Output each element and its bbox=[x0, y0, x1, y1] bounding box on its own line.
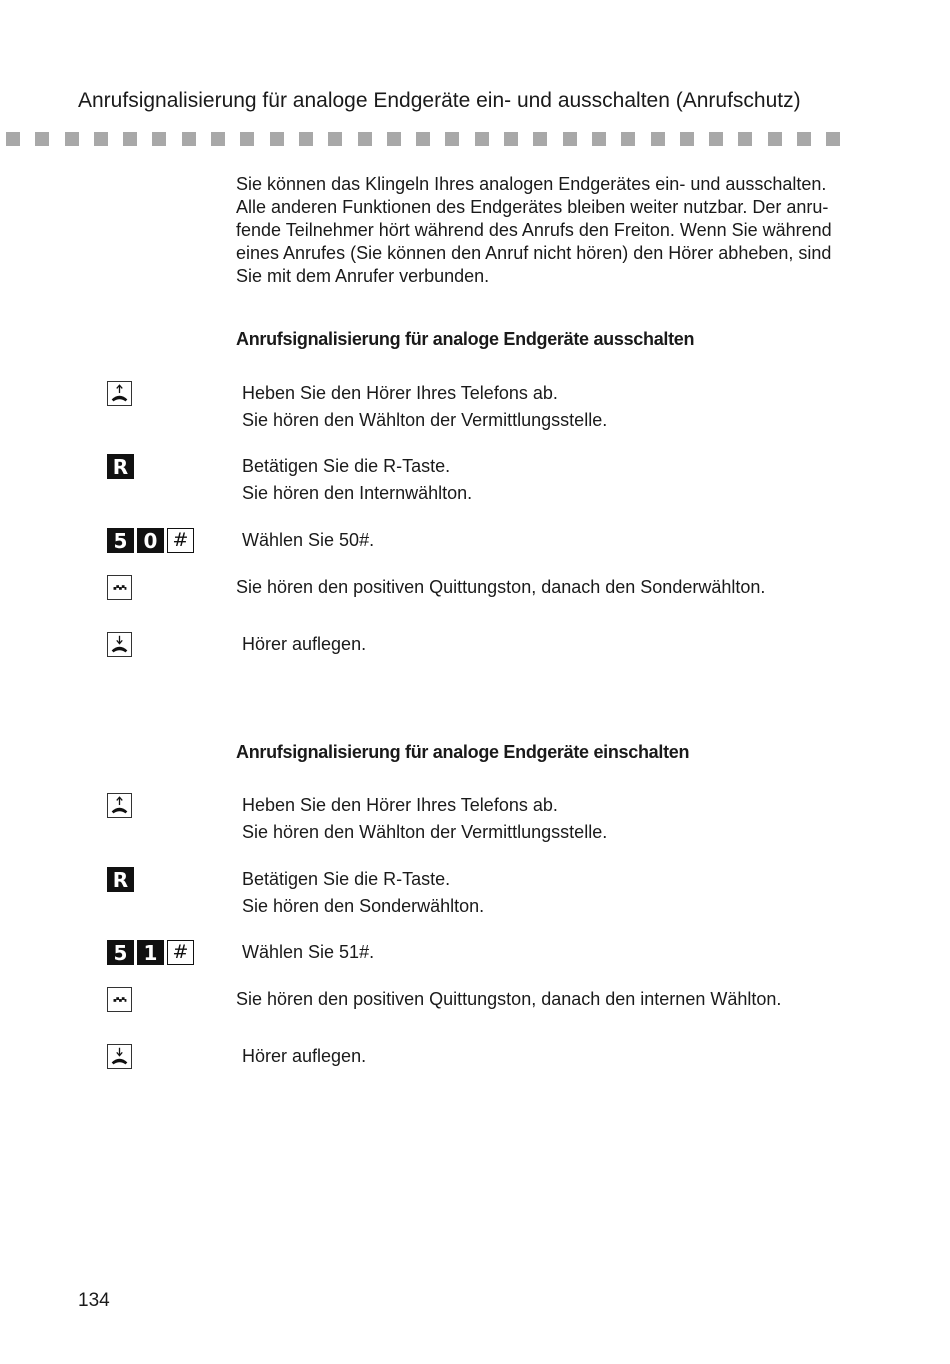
step-on-1: Heben Sie den Hörer Ihres Telefons ab. Sie hören den Wählton der Vermittlungsstelle. bbox=[242, 795, 608, 842]
section-heading-on: Anrufsignalisierung für analoge Endgeräte einschalten bbox=[236, 742, 690, 762]
handset-hangup-icon bbox=[107, 1044, 132, 1069]
handset-lift-icon bbox=[107, 793, 132, 818]
digit-key-icon: 1 bbox=[137, 940, 164, 965]
hash-key-icon: # bbox=[167, 528, 194, 553]
intro-paragraph bbox=[236, 173, 876, 288]
tone-icon bbox=[107, 987, 132, 1012]
r-key-icon: R bbox=[107, 867, 134, 892]
step-on-2: Betätigen Sie die R-Taste. Sie hören den Sonderwählton. bbox=[242, 869, 485, 916]
handset-hangup-icon bbox=[107, 632, 132, 657]
decorative-square-divider bbox=[6, 132, 856, 148]
intro-line: eines Anrufes (Sie können den Anruf nicht hören) den Hörer abheben, sind bbox=[236, 243, 832, 263]
step-on-5: Hörer auflegen. bbox=[242, 1046, 367, 1066]
handset-lift-icon bbox=[107, 381, 132, 406]
intro-line: fende Teilnehmer hört während des Anrufs den Freiton. Wenn Sie während bbox=[236, 220, 832, 240]
intro-line: Sie mit dem Anrufer verbunden. bbox=[236, 266, 490, 286]
step-on-3: Wählen Sie 51#. bbox=[242, 942, 375, 962]
step-off-3: Wählen Sie 50#. bbox=[242, 530, 375, 550]
digit-key-icon: 0 bbox=[137, 528, 164, 553]
section-heading-off: Anrufsignalisierung für analoge Endgeräte ausschalten bbox=[236, 329, 695, 349]
digit-key-icon: 5 bbox=[107, 528, 134, 553]
r-key-icon: R bbox=[107, 454, 134, 479]
step-off-4: Sie hören den positiven Quittungston, danach den Sonderwählton. bbox=[236, 577, 766, 597]
step-off-5: Hörer auflegen. bbox=[242, 634, 367, 654]
hash-key-icon: # bbox=[167, 940, 194, 965]
step-off-1: Heben Sie den Hörer Ihres Telefons ab. Sie hören den Wählton der Vermittlungsstelle. bbox=[242, 383, 608, 430]
step-on-4: Sie hören den positiven Quittungston, danach den internen Wählton. bbox=[236, 989, 782, 1009]
page-number: 134 bbox=[78, 1290, 110, 1311]
digit-key-icon: 5 bbox=[107, 940, 134, 965]
tone-icon bbox=[107, 575, 132, 600]
intro-line: Alle anderen Funktionen des Endgerätes bleiben weiter nutzbar. Der anru- bbox=[236, 197, 829, 217]
step-off-2: Betätigen Sie die R-Taste. Sie hören den Internwählton. bbox=[242, 456, 473, 503]
page-title: Anrufsignalisierung für analoge Endgeräte ein- und ausschalten (Anrufschutz) bbox=[78, 89, 801, 112]
intro-line: Sie können das Klingeln Ihres analogen Endgerätes ein- und ausschalten. bbox=[236, 174, 827, 194]
